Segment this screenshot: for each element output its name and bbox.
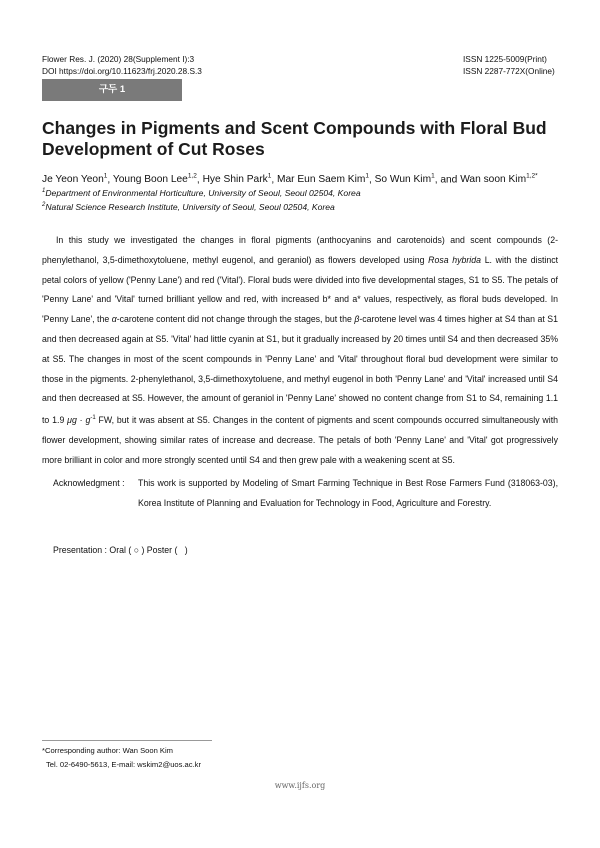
section-tag: 구두 1 xyxy=(42,79,182,101)
affiliations xyxy=(42,185,361,214)
doi-line: DOI https://doi.org/10.11623/frj.2020.28.S.3 xyxy=(42,65,202,76)
author: Young Boon Lee$^{1,2}$ xyxy=(112,173,197,186)
author-list: Je Yeon Yeon$^1$, Young Boon Lee$^{1,2}$, Hye Shin Park$^1$, Mar Eun Saem Kim$^1$, So Wun Kim$^1$, and Wan soon Kim$^{1,2*}$ xyxy=(42,173,538,186)
issn-print: ISSN 1225-5009(Print) xyxy=(463,54,547,64)
species-name: Rosa hybrida xyxy=(428,254,481,265)
author: So Wun Kim$^1$ xyxy=(374,173,435,186)
contact-info: Tel. 02-6490-5613, E-mail: wskim2@uos.ac.kr xyxy=(46,759,202,769)
author: Je Yeon Yeon$^1$ xyxy=(42,173,108,186)
footer-url: www.ijfs.org xyxy=(274,781,326,790)
footnote-divider xyxy=(42,740,212,741)
affiliation: $^2$Natural Science Research Institute, University of Seoul, Seoul 02504, Korea xyxy=(42,202,335,213)
author: Hye Shin Park$^1$ xyxy=(202,173,272,186)
acknowledgment-text: This work is supported by Modeling of Smart Farming Technique in Best Rose Farmers Fund (318063-03), Korea Institute of Planning and Evaluation for Technology in Food, Agriculture and Forestry. xyxy=(138,478,558,508)
presentation-type: Presentation : Oral ( ○ ) Poster ( ) xyxy=(53,545,188,555)
issn-online: ISSN 2287-772X(Online) xyxy=(463,65,555,76)
paper-title: Changes in Pigments and Scent Compounds with Floral Bud Development of Cut Roses xyxy=(42,118,547,159)
journal-citation: Flower Res. J. (2020) 28(Supplement I):3 xyxy=(42,54,195,64)
abstract-body: In this study we investigated the changes in floral pigments (anthocyanins and carotenoids) and scent compounds (2-phenylethanol, 3,5-dimethoxytoluene, methyl eugenol, and geraniol) as flowers developed using Rosa hybrida L. with the distinct petal colors of yellow ('Penny Lane') and red ('Vital'). Floral buds were divided into five developmental stages, S1 to S5. The petals of 'Penny Lane' and 'Vital' turned brilliant yellow and red, with increased b* and a* values, respectively, as floral buds developed. In 'Penny Lane', the α-carotene content did not change through the stages, but the β-carotene level was 4 times higher at S4 than at S1 and then decreased again at S5. 'Vital' had little cyanin at S1, but it gradually increased by 20 times until S4 and then decreased 35% at S5. The changes in most of the scent compounds in 'Penny Lane' and 'Vital' throughout floral bud development were similar to those in the pigments. 2-phenylethanol, 3,5-dimethoxytoluene, and methyl eugenol in both 'Penny Lane' and 'Vital' increased until S4 and then decreased at S5. However, the amount of geraniol in 'Penny Lane' showed no content change from S1 to S4, remaining 1.1 to 1.9 $\mu g \cdot g^{-1}$ FW, but it was absent at S5. Changes in the content of pigments and scent compounds occurred simultaneously with flower development, showing similar rates of increase and decrease. The petals of both 'Penny Lane' and 'Vital' got progressively more brilliant in color and more strongly scented until S4 and then grew pale with a weakening scent at S5. xyxy=(42,235,559,465)
section-bar xyxy=(42,79,558,101)
issn-block xyxy=(463,54,555,77)
acknowledgment-label: Acknowledgment : xyxy=(53,478,125,488)
footnote xyxy=(42,744,201,771)
journal-header xyxy=(42,54,202,77)
author: Wan soon Kim$^{1,2*}$ xyxy=(460,173,538,186)
corresponding-author: *Corresponding author: Wan Soon Kim xyxy=(42,746,173,755)
affiliation: $^1$Department of Environmental Horticulture, University of Seoul, Seoul 02504, Korea xyxy=(42,187,361,198)
author: Mar Eun Saem Kim$^1$ xyxy=(277,173,369,186)
